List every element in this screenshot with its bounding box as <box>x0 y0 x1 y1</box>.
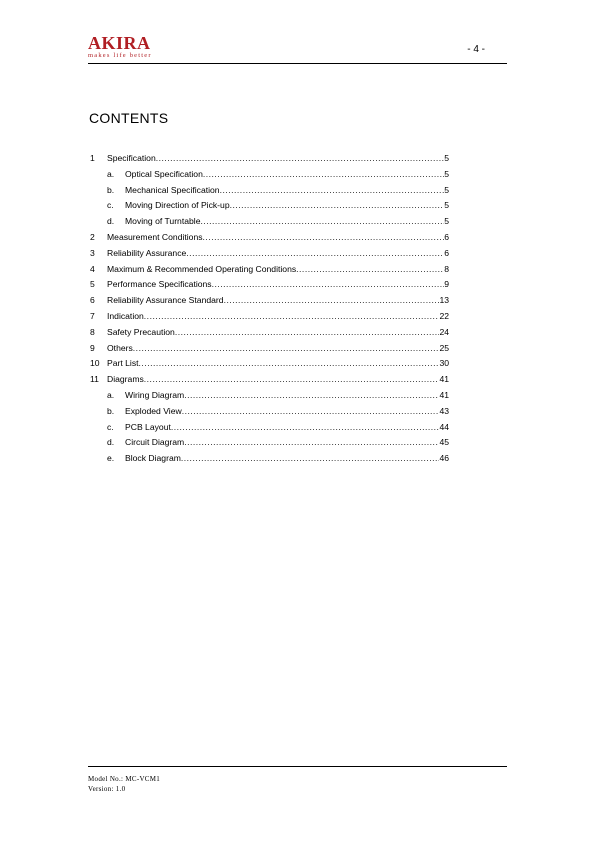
toc-subentry[interactable] <box>90 214 449 230</box>
toc-entry-number: 8 <box>90 326 95 337</box>
toc-leader-dots <box>203 167 444 183</box>
toc-subentry[interactable] <box>90 435 449 451</box>
toc-entry-title: Reliability Assurance Standard <box>107 295 224 306</box>
toc-entry-title: Measurement Conditions <box>107 231 203 242</box>
toc-subentry-letter: a. <box>107 168 115 179</box>
toc-subentry-letter: c. <box>107 421 114 432</box>
toc-leader-dots <box>296 262 444 278</box>
toc-entry-page: 9 <box>444 279 449 290</box>
toc-entry-title: Others <box>107 342 133 353</box>
toc-entry-number: 7 <box>90 310 95 321</box>
page-title: CONTENTS <box>89 110 169 126</box>
logo-tagline: makes life better <box>88 52 152 59</box>
toc-subentry-title: Moving Direction of Pick-up <box>125 200 230 211</box>
company-logo <box>88 34 168 59</box>
toc-entry-number: 6 <box>90 295 95 306</box>
toc-entry-number: 2 <box>90 231 95 242</box>
toc-entry-number: 11 <box>90 374 99 385</box>
toc-entry-title: Maximum & Recommended Operating Conditions <box>107 263 297 274</box>
toc-entry-number: 1 <box>90 153 95 163</box>
toc-subentry[interactable] <box>90 388 449 404</box>
footer-version: Version: 1.0 <box>88 785 126 793</box>
toc-entry-page: 13 <box>439 295 449 306</box>
toc-subentry-page: 5 <box>444 184 449 195</box>
toc-subentry-title: Moving of Turntable <box>125 216 201 227</box>
toc-entry[interactable] <box>90 309 449 325</box>
footer-divider <box>88 766 507 767</box>
toc-leader-dots <box>144 372 440 388</box>
toc-entry-title: Safety Precaution <box>107 326 175 337</box>
toc-leader-dots <box>171 420 440 436</box>
toc-entry-title: Diagrams <box>107 374 144 385</box>
toc-leader-dots <box>230 198 445 214</box>
toc-leader-dots <box>224 293 440 309</box>
toc-entry[interactable] <box>90 356 449 372</box>
toc-subentry-letter: a. <box>107 389 115 400</box>
toc-entry[interactable] <box>90 230 449 246</box>
toc-entry-title: Specification <box>107 153 156 163</box>
toc-subentry-page: 44 <box>439 421 449 432</box>
toc-leader-dots <box>200 214 444 230</box>
toc-subentry-letter: c. <box>107 200 114 211</box>
toc-entry[interactable] <box>90 262 449 278</box>
toc-leader-dots <box>184 435 439 451</box>
toc-subentry-page: 46 <box>439 453 449 464</box>
toc-subentry-title: Exploded View <box>125 405 182 416</box>
page-number: - 4 - <box>467 44 485 55</box>
toc-entry-page: 25 <box>439 342 449 353</box>
toc-entry-page: 6 <box>444 231 449 242</box>
toc-entry-page: 41 <box>439 374 449 385</box>
toc-subentry[interactable] <box>90 167 449 183</box>
toc-entry[interactable] <box>90 246 449 262</box>
toc-leader-dots <box>182 404 440 420</box>
toc-subentry-title: PCB Layout <box>125 421 171 432</box>
toc-entry-number: 5 <box>90 279 95 290</box>
toc-entry[interactable] <box>90 277 449 293</box>
toc-subentry[interactable] <box>90 404 449 420</box>
toc-subentry-letter: e. <box>107 453 115 464</box>
toc-entry-title: Part List <box>107 358 139 369</box>
header-divider <box>88 63 507 64</box>
toc-leader-dots <box>212 277 445 293</box>
toc-leader-dots <box>156 151 444 167</box>
toc-leader-dots <box>133 341 440 357</box>
toc-subentry-page: 5 <box>444 200 449 211</box>
toc-entry-page: 22 <box>439 310 449 321</box>
toc-entry-page: 8 <box>444 263 449 274</box>
toc-entry-title: Performance Specifications <box>107 279 212 290</box>
toc-entry[interactable] <box>90 293 449 309</box>
toc-entry[interactable] <box>90 325 449 341</box>
toc-leader-dots <box>139 356 440 372</box>
toc-subentry-title: Circuit Diagram <box>125 437 185 448</box>
toc-subentry-letter: d. <box>107 437 115 448</box>
toc-leader-dots <box>186 246 444 262</box>
toc-entry-number: 10 <box>90 358 100 369</box>
toc-subentry-title: Wiring Diagram <box>125 389 185 400</box>
toc-entry[interactable] <box>90 341 449 357</box>
toc-entry-page: 5 <box>444 153 449 163</box>
toc-subentry-letter: d. <box>107 216 115 227</box>
toc-subentry-title: Optical Specification <box>125 168 203 179</box>
toc-leader-dots <box>220 183 445 199</box>
toc-subentry-page: 45 <box>439 437 449 448</box>
toc-subentry-page: 5 <box>444 168 449 179</box>
toc-subentry[interactable] <box>90 451 449 467</box>
toc-entry-title: Reliability Assurance <box>107 247 187 258</box>
toc-entry-page: 6 <box>444 247 449 258</box>
toc-leader-dots <box>203 230 445 246</box>
toc-leader-dots <box>181 451 440 467</box>
toc-entry-page: 24 <box>439 326 449 337</box>
table-of-contents <box>90 151 449 467</box>
toc-leader-dots <box>144 309 440 325</box>
toc-subentry[interactable] <box>90 198 449 214</box>
toc-subentry-title: Block Diagram <box>125 453 181 464</box>
toc-subentry-title: Mechanical Specification <box>125 184 220 195</box>
toc-entry-title: Indication <box>107 310 144 321</box>
toc-subentry-letter: b. <box>107 405 115 416</box>
toc-entry-page: 30 <box>439 358 449 369</box>
toc-leader-dots <box>175 325 440 341</box>
footer <box>88 774 160 794</box>
toc-entry-number: 3 <box>90 247 95 258</box>
toc-entry[interactable] <box>90 151 449 167</box>
toc-subentry-page: 43 <box>439 405 449 416</box>
toc-entry[interactable] <box>90 372 449 388</box>
toc-entry-number: 4 <box>90 263 95 274</box>
toc-subentry-page: 5 <box>444 216 449 227</box>
toc-entry-number: 9 <box>90 342 95 353</box>
footer-model: Model No.: MC-VCM1 <box>88 775 161 783</box>
logo-wordmark: AKIRA <box>88 33 151 53</box>
toc-subentry-letter: b. <box>107 184 115 195</box>
toc-subentry[interactable] <box>90 420 449 436</box>
toc-subentry-page: 41 <box>439 389 449 400</box>
toc-subentry[interactable] <box>90 183 449 199</box>
toc-leader-dots <box>184 388 439 404</box>
